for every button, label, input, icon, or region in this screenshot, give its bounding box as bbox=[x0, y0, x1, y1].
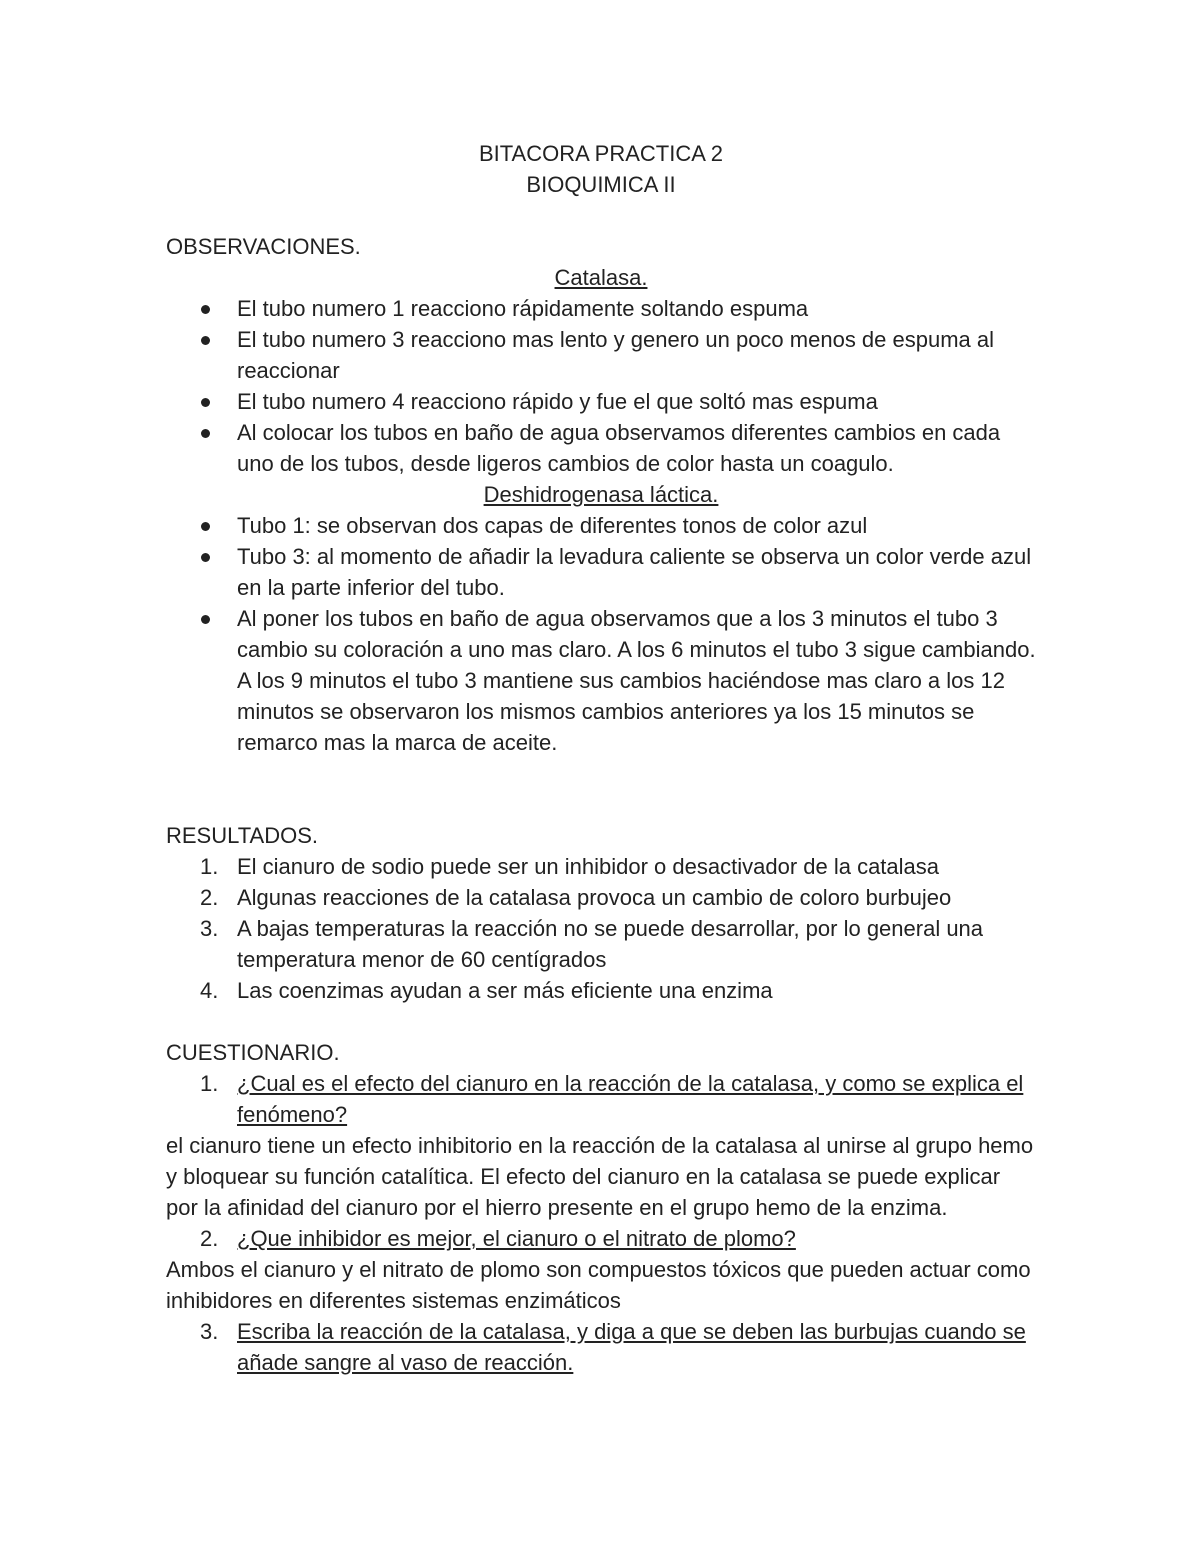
question-text: Escriba la reacción de la catalasa, y diga a que se deben las burbujas cuando se añade sangre al vaso de reacción. bbox=[237, 1319, 1026, 1375]
bullet-icon bbox=[201, 553, 210, 562]
observaciones-section bbox=[166, 231, 1036, 758]
bullet-icon bbox=[201, 305, 210, 314]
document-content bbox=[166, 138, 1036, 1378]
list-item bbox=[166, 324, 1036, 386]
list-item bbox=[166, 510, 1036, 541]
list-item bbox=[166, 293, 1036, 324]
list-item bbox=[166, 975, 1036, 1006]
list-item-text: A bajas temperaturas la reacción no se puede desarrollar, por lo general una temperatura menor de 60 centígrados bbox=[237, 916, 984, 972]
list-item-text: Al colocar los tubos en baño de agua observamos diferentes cambios en cada uno de los tubos, desde ligeros cambios de color hasta un coagulo. bbox=[237, 420, 1001, 476]
question-number: 3. bbox=[200, 1319, 219, 1344]
list-item-text: El cianuro de sodio puede ser un inhibidor o desactivador de la catalasa bbox=[237, 854, 940, 879]
question-item bbox=[166, 1223, 1036, 1254]
observaciones-heading: OBSERVACIONES. bbox=[166, 234, 361, 259]
question-item bbox=[166, 1316, 1036, 1378]
list-item bbox=[166, 603, 1036, 758]
cuestionario-section bbox=[166, 1037, 1036, 1378]
question-number: 1. bbox=[200, 1071, 219, 1096]
list-item-text: Algunas reacciones de la catalasa provoca un cambio de coloro burbujeo bbox=[237, 885, 952, 910]
list-item bbox=[166, 386, 1036, 417]
list-item-text: Al poner los tubos en baño de agua observamos que a los 3 minutos el tubo 3 cambio su coloración a uno mas claro. A los 6 minutos el tubo 3 sigue cambiando. A los 9 minutos el tubo 3 mantiene sus cambios haciéndose mas claro a los 12 minutos se observaron los mismos cambios anteriores ya los 15 minutos se remarco mas la marca de aceite. bbox=[237, 606, 1036, 755]
list-item-number: 3. bbox=[200, 916, 219, 941]
resultados-section bbox=[166, 820, 1036, 1006]
list-item-number: 2. bbox=[200, 885, 219, 910]
spacer bbox=[166, 758, 1036, 820]
list-item bbox=[166, 417, 1036, 479]
list-item-number: 4. bbox=[200, 978, 219, 1003]
document-title: BITACORA PRACTICA 2 bbox=[478, 141, 724, 166]
document-title-block bbox=[166, 138, 1036, 200]
question-item bbox=[166, 1068, 1036, 1130]
list-item-text: Tubo 3: al momento de añadir la levadura caliente se observa un color verde azul en la parte inferior del tubo. bbox=[237, 544, 1032, 600]
spacer bbox=[166, 1006, 1036, 1037]
bullet-icon bbox=[201, 522, 210, 531]
list-item-number: 1. bbox=[200, 854, 219, 879]
bullet-icon bbox=[201, 429, 210, 438]
question-2 bbox=[166, 1223, 1036, 1254]
question-text: ¿Cual es el efecto del cianuro en la reacción de la catalasa, y como se explica el fenómeno? bbox=[237, 1071, 1024, 1127]
list-item-text: Las coenzimas ayudan a ser más eficiente una enzima bbox=[237, 978, 773, 1003]
bullet-icon bbox=[201, 336, 210, 345]
bullet-icon bbox=[201, 398, 210, 407]
answer-text: el cianuro tiene un efecto inhibitorio en la reacción de la catalasa al unirse al grupo hemo y bloquear su función catalítica. El efecto del cianuro en la catalasa se puede explicar por la afinidad del cianuro por el hierro presente en el grupo hemo de la enzima. bbox=[166, 1133, 1034, 1220]
list-item-text: El tubo numero 4 reacciono rápido y fue el que soltó mas espuma bbox=[237, 389, 878, 414]
list-item bbox=[166, 851, 1036, 882]
list-item-text: Tubo 1: se observan dos capas de diferentes tonos de color azul bbox=[237, 513, 868, 538]
resultados-heading: RESULTADOS. bbox=[166, 823, 318, 848]
list-item-text: El tubo numero 3 reacciono mas lento y genero un poco menos de espuma al reaccionar bbox=[237, 327, 995, 383]
deshidrogenasa-heading: Deshidrogenasa láctica. bbox=[483, 482, 719, 507]
resultados-list bbox=[166, 851, 1036, 1006]
question-number: 2. bbox=[200, 1226, 219, 1251]
document-subtitle: BIOQUIMICA II bbox=[526, 172, 676, 197]
deshidrogenasa-list bbox=[166, 510, 1036, 758]
list-item bbox=[166, 913, 1036, 975]
answer-text: Ambos el cianuro y el nitrato de plomo son compuestos tóxicos que pueden actuar como inhibidores en diferentes sistemas enzimáticos bbox=[166, 1257, 1031, 1313]
question-3 bbox=[166, 1316, 1036, 1378]
list-item bbox=[166, 882, 1036, 913]
question-1 bbox=[166, 1068, 1036, 1130]
cuestionario-heading: CUESTIONARIO. bbox=[166, 1040, 340, 1065]
list-item-text: El tubo numero 1 reacciono rápidamente soltando espuma bbox=[237, 296, 809, 321]
list-item bbox=[166, 541, 1036, 603]
catalasa-heading: Catalasa. bbox=[554, 265, 648, 290]
bullet-icon bbox=[201, 615, 210, 624]
question-text: ¿Que inhibidor es mejor, el cianuro o el nitrato de plomo? bbox=[237, 1226, 796, 1251]
catalasa-list bbox=[166, 293, 1036, 479]
